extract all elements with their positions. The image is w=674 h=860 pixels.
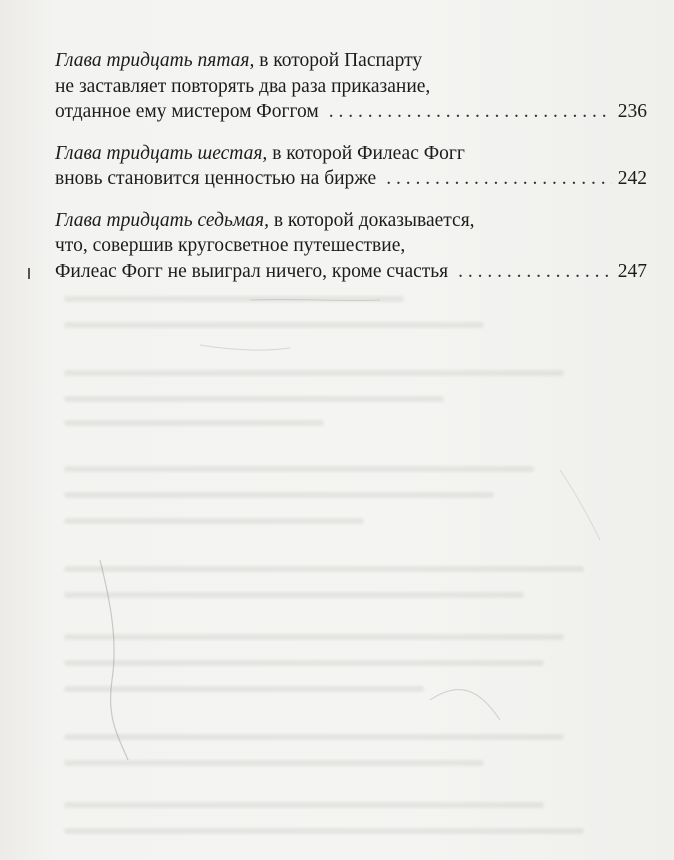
page-number: 236	[617, 101, 647, 122]
margin-tick-mark	[28, 268, 30, 279]
toc-entry-chapter-35[interactable]	[55, 48, 647, 125]
toc-entry-chapter-36[interactable]	[55, 141, 647, 192]
chapter-description: в которой Паспарту	[259, 50, 423, 71]
toc-entry-first-line	[55, 48, 647, 74]
page-number: 242	[617, 168, 647, 189]
toc-entry-last-line	[55, 259, 647, 285]
toc-entry-chapter-37[interactable]	[55, 208, 647, 285]
toc-entry-first-line	[55, 141, 647, 167]
toc-entry-last-line	[55, 99, 647, 125]
chapter-description: в которой доказывается,	[273, 209, 475, 231]
chapter-description-line: что, совершив кругосветное путешествие,	[55, 235, 406, 256]
chapter-description-line: Филеас Фогг не выиграл ничего, кроме счастья	[55, 260, 449, 282]
chapter-description-line: отданное ему мистером Фоггом	[55, 101, 319, 122]
chapter-description-line: вновь становится ценностью на бирже	[55, 168, 377, 189]
leader-dots	[458, 259, 612, 285]
leader-dots	[329, 99, 612, 125]
leader-dots	[386, 166, 612, 192]
chapter-title: Глава тридцать пятая,	[55, 50, 255, 71]
chapter-title: Глава тридцать седьмая,	[55, 209, 269, 231]
chapter-description-line: не заставляет повторять два раза приказание,	[55, 75, 431, 97]
chapter-title: Глава тридцать шестая,	[55, 142, 268, 164]
page-number: 247	[617, 260, 647, 282]
toc-entry-last-line	[55, 166, 647, 192]
table-of-contents	[55, 48, 647, 300]
chapter-description: в которой Филеас Фогг	[272, 142, 465, 164]
toc-entry-first-line	[55, 208, 647, 234]
